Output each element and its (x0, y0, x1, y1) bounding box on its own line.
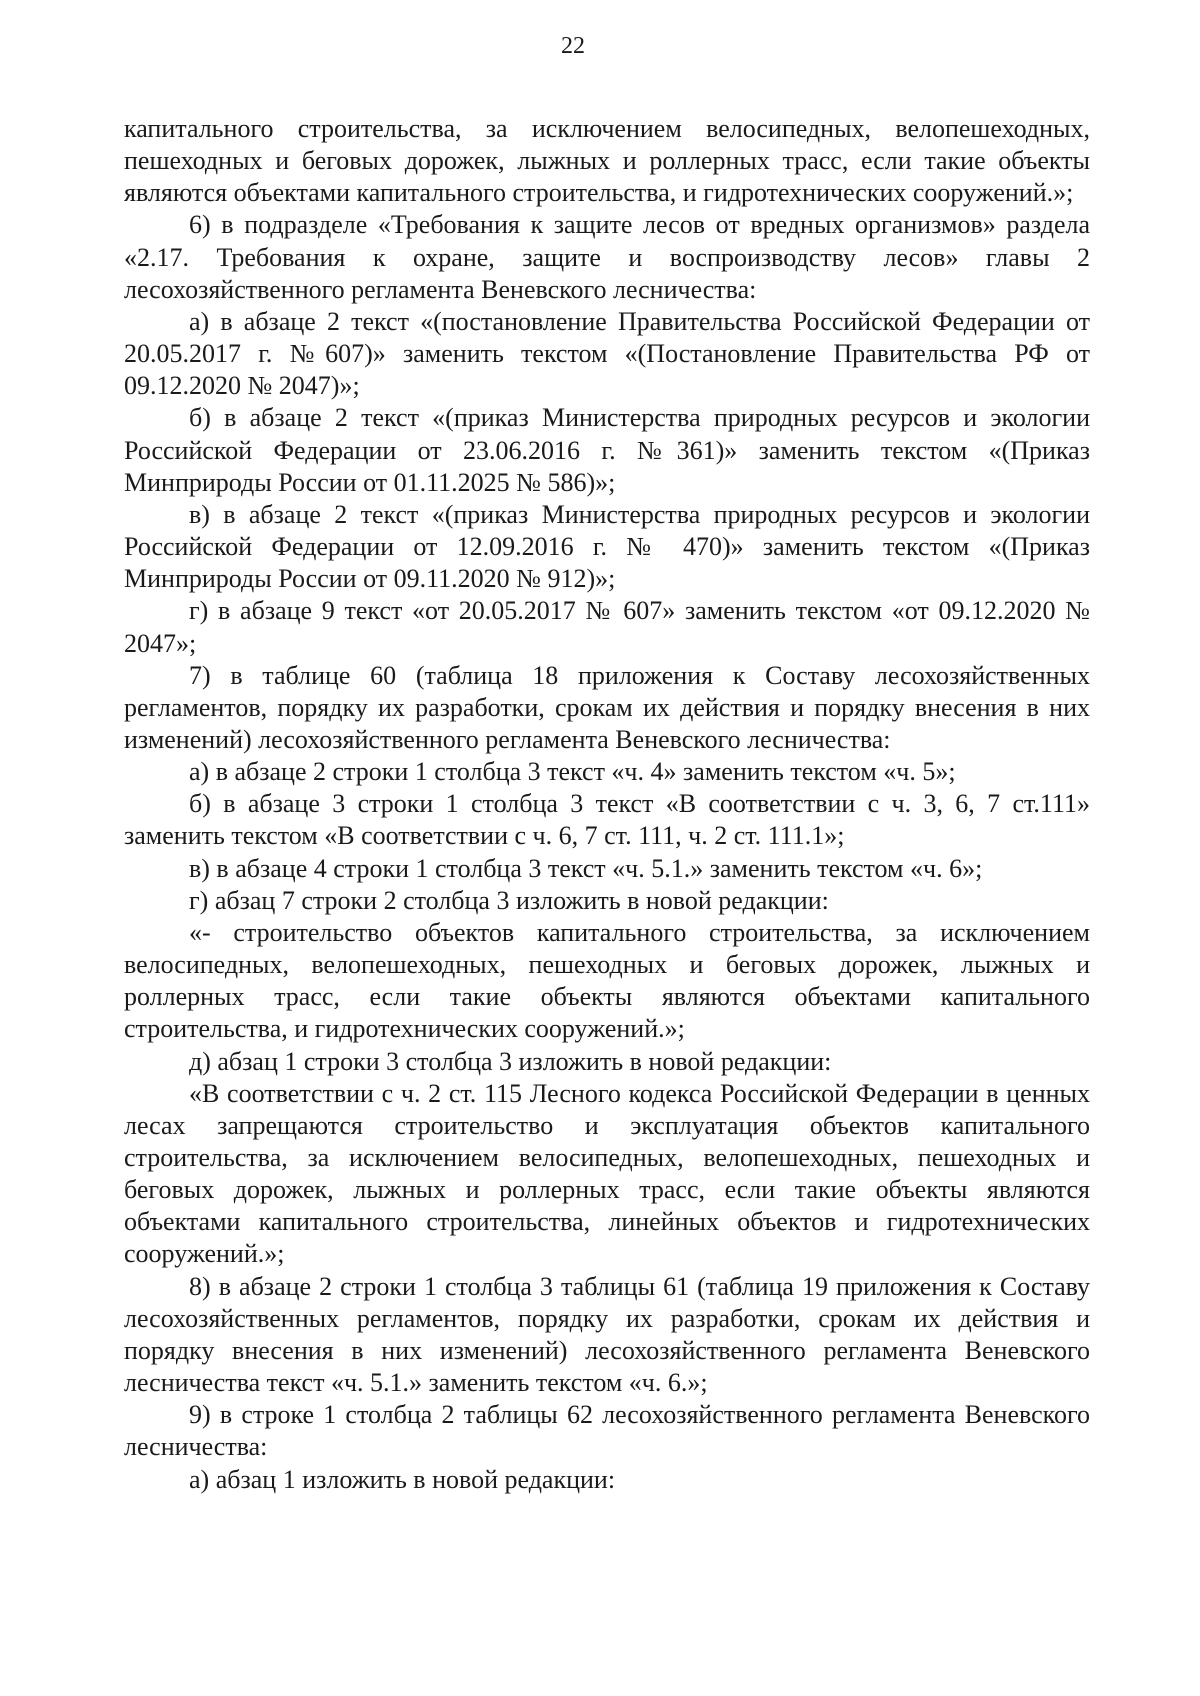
paragraph: г) в абзаце 9 текст «от 20.05.2017 № 607» заменить текстом «от 09.12.2020 № 2047»; (124, 596, 1090, 658)
page-number: 22 (561, 33, 585, 59)
paragraph: б) в абзаце 3 строки 1 столбца 3 текст «В соответствии с ч. 3, 6, 7 ст.111» заменить текстом «В соответствии с ч. 6, 7 ст. 111, ч. 2 ст. 111.1»; (124, 789, 1090, 851)
paragraph: в) в абзаце 2 текст «(приказ Министерства природных ресурсов и экологии Российской Федерации от 12.09.2016 г. № 470)» заменить текстом «(Приказ Минприроды России от 09.11.2020 № 912)»; (124, 499, 1090, 594)
paragraph: а) в абзаце 2 текст «(постановление Правительства Российской Федерации от 20.05.2017 г. №607)» заменить текстом «(Постановление Правительства РФ от 09.12.2020 № 2047)»; (124, 306, 1090, 401)
paragraph: г) абзац 7 строки 2 столбца 3 изложить в новой редакции: (189, 885, 829, 915)
paragraph: а) в абзаце 2 строки 1 столбца 3 текст «ч. 4» заменить текстом «ч. 5»; (189, 757, 956, 787)
paragraph: 9) в строке 1 столбца 2 таблицы 62 лесохозяйственного регламента Веневского лесничества: (124, 1400, 1090, 1462)
paragraph: 6) в подразделе «Требования к защите лесов от вредных организмов» раздела «2.17. Требования к охране, защите и воспроизводству лесов» главы 2 лесохозяйственного регламента Веневского лесничества: (124, 210, 1090, 304)
paragraph: а) абзац 1 изложить в новой редакции: (189, 1464, 616, 1494)
paragraph: д) абзац 1 строки 3 столбца 3 изложить в новой редакции: (189, 1046, 832, 1076)
paragraph: 8) в абзаце 2 строки 1 столбца 3 таблицы 61 (таблица 19 приложения к Составу лесохозяйственных регламентов, порядку их разработки, срокам их действия и порядку внесения в них изменений) лесохозяйственного регламента Веневского лесничества текст «ч. 5.1.» заменить текстом «ч. 6.»; (124, 1271, 1090, 1398)
paragraph: «В соответствии с ч. 2 ст. 115 Лесного кодекса Российской Федерации в ценных лесах запрещаются строительство и эксплуатация объектов капитального строительства, за исключением велосипедных, велопешеходных, пешеходных и беговых дорожек, лыжных и роллерных трасс, если такие объекты являются объектами капитального строительства, линейных объектов и гидротехнических сооружений.»; (124, 1078, 1090, 1269)
paragraph: б) в абзаце 2 текст «(приказ Министерства природных ресурсов и экологии Российской Федерации от 23.06.2016 г. №361)» заменить текстом «(Приказ Минприроды России от 01.11.2025 № 586)»; (124, 403, 1090, 497)
paragraph: 7) в таблице 60 (таблица 18 приложения к Составу лесохозяйственных регламентов, порядку их разработки, срокам их действия и порядку внесения в них изменений) лесохозяйственного регламента Веневского лесничества: (124, 660, 1090, 754)
paragraph: «- строительство объектов капитального строительства, за исключением велосипедных, велопешеходных, пешеходных и беговых дорожек, лыжных и роллерных трасс, если такие объекты являются объектами капитального строительства, и гидротехнических сооружений.»; (124, 917, 1090, 1044)
paragraph: в) в абзаце 4 строки 1 столбца 3 текст «ч. 5.1.» заменить текстом «ч. 6»; (189, 853, 983, 883)
paragraph: капитального строительства, за исключением велосипедных, велопешеходных, пешеходных и беговых дорожек, лыжных и роллерных трасс, если такие объекты являются объектами капитального строительства, и гидротехнических сооружений.»; (124, 114, 1090, 208)
document-body (124, 113, 1090, 1496)
